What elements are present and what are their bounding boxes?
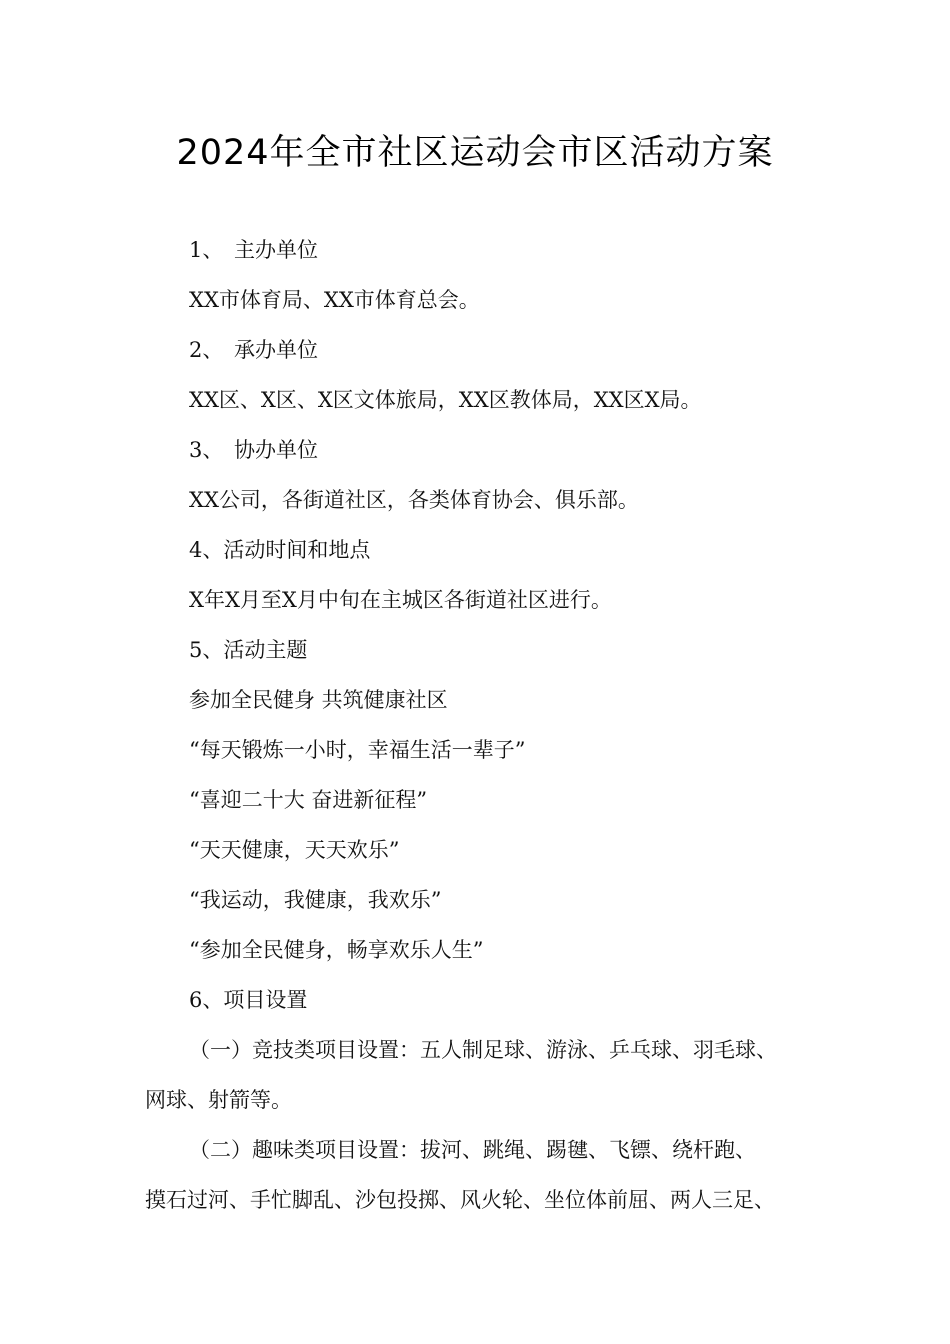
section-number: 2、 bbox=[189, 338, 224, 362]
document-title: 2024年全市社区运动会市区活动方案 bbox=[176, 133, 774, 173]
slogan-line: “我运动，我健康，我欢乐” bbox=[189, 888, 442, 912]
section-heading-2 bbox=[189, 335, 839, 365]
paragraph-time-place: X年X月至X月中旬在主城区各街道社区进行。 bbox=[189, 588, 612, 612]
section-heading-text: 协办单位 bbox=[234, 438, 318, 462]
paragraph-fun-items-cont: 摸石过河、手忙脚乱、沙包投掷、风火轮、坐位体前屈、两人三足、 bbox=[145, 1188, 775, 1212]
section-heading-6: 6、项目设置 bbox=[189, 988, 308, 1012]
paragraph-fun-items: （二）趣味类项目设置：拔河、跳绳、踢毽、飞镖、绕杆跑、 bbox=[189, 1138, 756, 1162]
paragraph-competitive-items-cont: 网球、射箭等。 bbox=[145, 1088, 292, 1112]
slogan-line: “参加全民健身，畅享欢乐人生” bbox=[189, 938, 484, 962]
section-heading-3 bbox=[189, 435, 839, 465]
slogan-line: “喜迎二十大 奋进新征程” bbox=[189, 788, 428, 812]
section-number: 1、 bbox=[189, 238, 224, 262]
paragraph-organizer: XX市体育局、XX市体育总会。 bbox=[189, 288, 480, 312]
section-heading-text: 主办单位 bbox=[234, 238, 318, 262]
section-number: 3、 bbox=[189, 438, 224, 462]
theme-line: 参加全民健身 共筑健康社区 bbox=[189, 688, 448, 712]
paragraph-host: XX区、X区、X区文体旅局，XX区教体局，XX区X局。 bbox=[189, 388, 702, 412]
paragraph-co-organizer: XX公司，各街道社区，各类体育协会、俱乐部。 bbox=[189, 488, 639, 512]
section-heading-1 bbox=[189, 235, 839, 265]
section-heading-4: 4、活动时间和地点 bbox=[189, 538, 371, 562]
paragraph-competitive-items: （一）竞技类项目设置：五人制足球、游泳、乒乓球、羽毛球、 bbox=[189, 1038, 777, 1062]
slogan-line: “天天健康，天天欢乐” bbox=[189, 838, 400, 862]
slogan-line: “每天锻炼一小时，幸福生活一辈子” bbox=[189, 738, 526, 762]
section-heading-5: 5、活动主题 bbox=[189, 638, 308, 662]
section-heading-text: 承办单位 bbox=[234, 338, 318, 362]
